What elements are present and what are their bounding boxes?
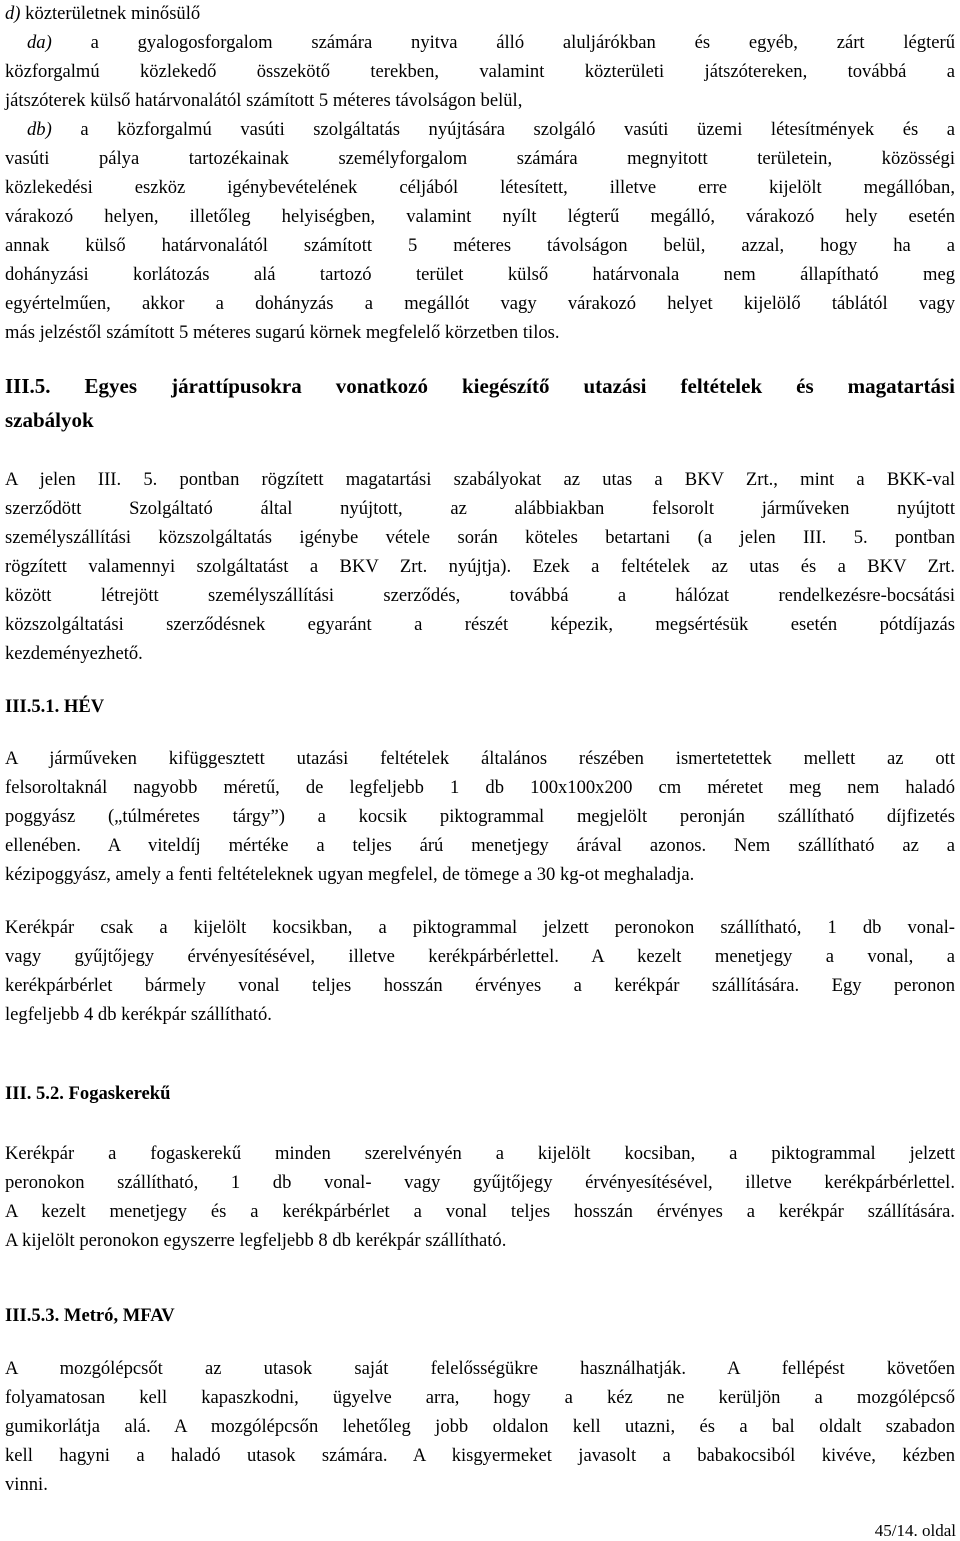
section-iii5-paragraph-line-3: személyszállítási közszolgáltatás igénybe vétele során köteles betartani (a jelen III. 5. pontban (5, 527, 955, 548)
fogaskereku-line-4: A kijelölt peronokon egyszerre legfeljebb 8 db kerékpár szállítható. (5, 1230, 507, 1251)
section-heading-iii5-line-1: III.5. Egyes járattípusokra vonatkozó kiegészítő utazási feltételek és magatartási (5, 374, 955, 398)
hev-p1-line-2: felsoroltaknál nagyobb méretű, de legfeljebb 1 db 100x100x200 cm méretet meg nem haladó (5, 777, 955, 798)
hev-p2-line-2: vagy gyűjtőjegy érvényesítésével, illetve kerékpárbérlettel. A kezelt menetjegy a vonal, a (5, 946, 955, 967)
hev-p1-line-4: ellenében. A viteldíj mértéke a teljes árú menetjegy árával azonos. Nem szállítható az a (5, 835, 955, 856)
section-iii5-paragraph-line-6: közszolgáltatási szerződésnek egyaránt a részét képezik, megsértésük esetén pótdíjazás (5, 614, 955, 635)
fogaskereku-line-1: Kerékpár a fogaskerekű minden szerelvényén a kijelölt kocsiban, a piktogrammal jelzett (5, 1143, 955, 1164)
metro-line-2: folyamatosan kell kapaszkodni, ügyelve arra, hogy a kéz ne kerüljön a mozgólépcső (5, 1387, 955, 1408)
hev-p2-line-4: legfeljebb 4 db kerékpár szállítható. (5, 1004, 272, 1025)
hev-p1-line-1: A járműveken kifüggesztett utazási feltételek általános részében ismertetettek mellett az ott (5, 748, 955, 769)
section-iii5-paragraph-line-2: szerződött Szolgáltató által nyújtott, az alábbiakban felsorolt járműveken nyújtott (5, 498, 955, 519)
item-db-line-1: db) a közforgalmú vasúti szolgáltatás nyújtására szolgáló vasúti üzemi létesítmények és a (27, 119, 955, 140)
section-iii5-paragraph-line-7: kezdeményezhető. (5, 643, 143, 664)
item-db-line-2: vasúti pálya tartozékainak személyforgalom számára megnyitott területein, közösségi (5, 148, 955, 169)
item-db-line-5: annak külső határvonalától számított 5 méteres távolságon belül, azzal, hogy ha a (5, 235, 955, 256)
section-iii5-paragraph-line-5: között létrejött személyszállítási szerződés, továbbá a hálózat rendelkezésre-bocsátási (5, 585, 955, 606)
section-heading-fogaskereku: III. 5.2. Fogaskerekű (5, 1083, 171, 1104)
fogaskereku-line-2: peronokon szállítható, 1 db vonal- vagy gyűjtőjegy érvényesítésével, illetve kerékpárbérlettel. (5, 1172, 955, 1193)
metro-line-1: A mozgólépcsőt az utasok saját felelősségükre használhatják. A fellépést követően (5, 1358, 955, 1379)
metro-line-3: gumikorlátja alá. A mozgólépcsőn lehetőleg jobb oldalon kell utazni, és a bal oldalt szabadon (5, 1416, 955, 1437)
item-da-line-3: játszóterek külső határvonalától számított 5 méteres távolságon belül, (5, 90, 523, 111)
section-heading-iii5-line-2: szabályok (5, 408, 94, 432)
item-db-line-8: más jelzéstől számított 5 méteres sugarú körnek megfelelő körzetben tilos. (5, 322, 560, 343)
item-d: d) közterületnek minősülő (5, 3, 201, 24)
metro-line-4: kell hagyni a haladó utasok számára. A kisgyermeket javasolt a babakocsiból kivéve, kézben (5, 1445, 955, 1466)
hev-p2-line-3: kerékpárbérlet bármely vonal teljes hosszán érvényes a kerékpár szállítására. Egy peronon (5, 975, 955, 996)
item-da-line-1: da) a gyalogosforgalom számára nyitva álló aluljárókban és egyéb, zárt légterű (27, 32, 955, 53)
section-iii5-paragraph-line-1: A jelen III. 5. pontban rögzített magatartási szabályokat az utas a BKV Zrt., mint a BKK-val (5, 469, 955, 490)
item-db-line-6: dohányzási korlátozás alá tartozó terület külső határvonala nem állapítható meg (5, 264, 955, 285)
item-db-line-3: közlekedési eszköz igénybevételének céljából létesített, illetve erre kijelölt megállóban, (5, 177, 955, 198)
hev-p1-line-5: kézipoggyász, amely a fenti feltételeknek ugyan megfelel, de tömege a 30 kg-ot meghaladja. (5, 864, 695, 885)
item-db-line-7: egyértelműen, akkor a dohányzás a megállót vagy várakozó helyet kijelölő táblától vagy (5, 293, 955, 314)
page-number: 45/14. oldal (874, 1521, 956, 1540)
hev-p2-line-1: Kerékpár csak a kijelölt kocsikban, a piktogrammal jelzett peronokon szállítható, 1 db vonal- (5, 917, 955, 938)
section-heading-hev: III.5.1. HÉV (5, 696, 105, 717)
section-heading-metro: III.5.3. Metró, MFAV (5, 1305, 175, 1326)
fogaskereku-line-3: A kezelt menetjegy és a kerékpárbérlet a vonal teljes hosszán érvényes a kerékpár szállítására. (5, 1201, 955, 1222)
hev-p1-line-3: poggyász („túlméretes tárgy”) a kocsik piktogrammal megjelölt peronján szállítható díjfizetés (5, 806, 955, 827)
item-db-line-4: várakozó helyen, illetőleg helyiségben, valamint nyílt légterű megálló, várakozó hely esetén (5, 206, 955, 227)
section-iii5-paragraph-line-4: rögzített valamennyi szolgáltatást a BKV Zrt. nyújtja). Ezek a feltételek az utas és a BKV Zrt. (5, 556, 955, 577)
metro-line-5: vinni. (5, 1474, 48, 1495)
item-da-line-2: közforgalmú közlekedő összekötő terekben, valamint közterületi játszótereken, továbbá a (5, 61, 955, 82)
